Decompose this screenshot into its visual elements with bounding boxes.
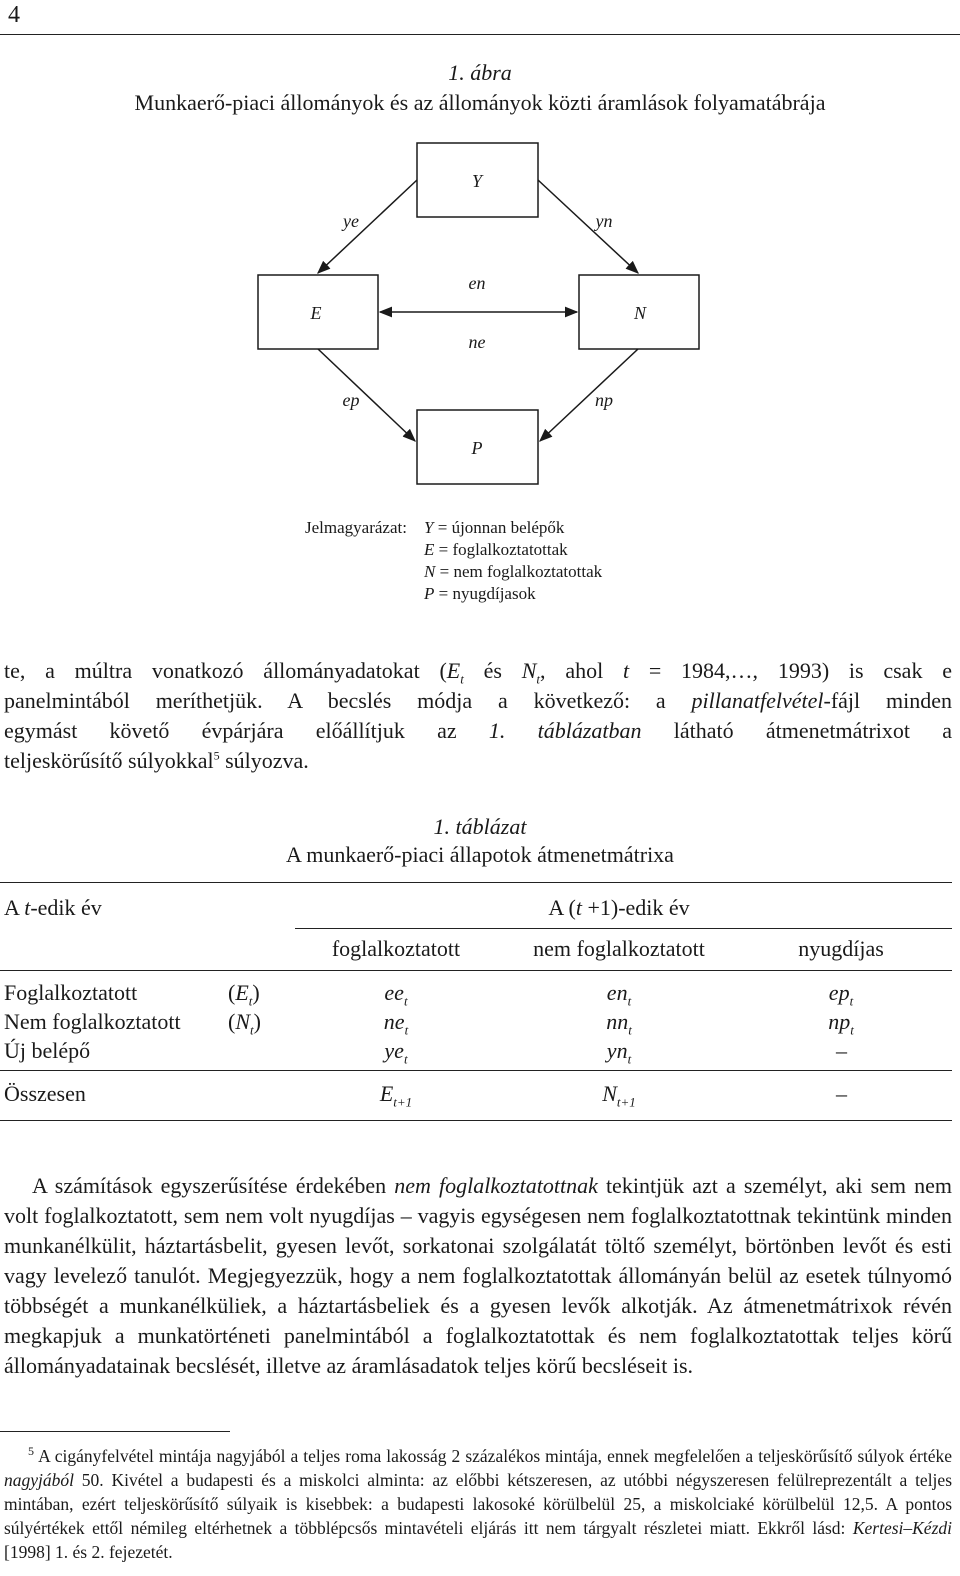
node-E-label: E [310,303,322,323]
paragraph-1-line: egymást követő évpárjára előállítjuk az 1. táblázatban látható átmenetmátrixot a [4,718,952,743]
total-cell: $N_{t+1}$ [602,1081,636,1110]
paragraph-1-line: teljeskörűsítő súlyokkal$^5$ súlyozva. [4,748,309,773]
column-group-rule [295,928,952,929]
table-cell: $en_t$ [606,980,632,1009]
table-cell: $nn_t$ [606,1009,632,1038]
figure-title: Munkaerő-piaci állományok és az állományok közti áramlások folyamatábrája [134,90,826,115]
paragraph-2: A számítások egyszerűsítése érdekében nem foglalkoztatottnak tekintjük azt a személyt, aki sem nem volt foglalkoztatott, sem nem volt nyugdíjas – vagyis egységesen nem foglalkoztatottnak tekintünk minden munkanélkülit, háztartásbelit, gyesen levőt, sorkatonai szolgálatát töltő személyt, börtönben levőt és esti vagy levelező tanulót. Megjegyezzük, hogy a nem foglalkoztatottak állományán belül az esetek túlnyomó többségét a munkanélküliek, a háztartásbeliek és a gyesen levők alkotják. Az átmenetmátrixok révén megkapjuk a munkatörténeti panelmintából a foglalkoztatottak és nem foglalkoztatottak teljes körű állományadatainak becslését, illetve az áramlásadatok teljes körű becsléseit is. [4,1173,952,1378]
row-label: Foglalkoztatott [4,980,138,1005]
flow-en-label: en [468,273,486,293]
table-total-rule [0,1070,952,1071]
legend-item: E = foglalkoztatottak [424,540,568,559]
paragraph-1-line: te, a múltra vonatkozó állományadatokat ($E_t$ és $N_t$, ahol t = 1984,…, 1993) is csak e [4,658,952,687]
table-cell: $ye_t$ [384,1038,408,1067]
footnote-ref: 5 [213,748,220,763]
flow-ne-label: ne [468,332,486,352]
paragraph-1-line: panelmintából meríthetjük. A becslés módja a következő: a pillanatfelvétel-fájl minden [4,688,952,713]
table-cell: $yn_t$ [606,1038,632,1067]
row-label: Nem foglalkoztatott [4,1009,181,1034]
row-symbol: $(E_t)$ [228,980,260,1009]
total-cell: – [836,1081,847,1106]
arrow-ye [318,180,417,273]
table-bottom-rule [0,1120,952,1121]
header-rule [0,34,960,35]
column-group-header: A (t +1)-edik év [548,895,690,920]
total-label: Összesen [4,1081,86,1106]
legend-list [424,517,602,605]
arrow-ep [318,349,415,441]
paragraph-1 [4,656,952,776]
table-number: 1. táblázat [433,814,527,839]
column-header: nyugdíjas [798,936,884,961]
table-cell: – [836,1038,847,1063]
column-header: nem foglalkoztatott [533,936,705,961]
row-label: Új belépő [4,1038,91,1063]
row-header: A t-edik év [4,895,102,920]
legend-item: Y = újonnan belépők [424,518,565,537]
table-title: A munkaerő-piaci állapotok átmenetmátrixa [286,842,674,867]
arrow-np [540,349,638,441]
node-P-label: P [471,438,483,458]
table-cell: $np_t$ [828,1009,854,1038]
flow-yn-label: yn [595,211,613,231]
footnote-rule [0,1431,230,1432]
legend-label: Jelmagyarázat: [305,518,407,537]
node-N-label: N [633,303,647,323]
node-Y-label: Y [471,171,483,191]
table-cell: $ep_t$ [828,980,854,1009]
table-header-rule [0,970,952,971]
footnote: $^5$ A cigányfelvétel mintája nagyjából a teljes roma lakosság 2 százalékos mintája, ennek megfelelően a teljeskörűsítő súlyok értéke nagyjából 50. Kivétel a budapesti és a miskolci alminta: az előbbi kétszeresen, az utóbbi négyszeresen felülreprezentált a teljes mintában, ezért teljeskörűsítő súlyaik is kisebbek: a budapesti lakosoké körülbelül 25, a miskolciaké körülbelül 12,5. A pontos súlyértékek ettől némileg eltérhetnek a többlépcsős mintavételi eljárás itt nem tárgyalt részletei miatt. Ekkről lásd: Kertesi–Kézdi [1998] 1. és 2. fejezetét. [4,1444,952,1562]
flow-ye-label: ye [343,211,359,231]
table-cell: $ne_t$ [383,1009,409,1038]
flow-np-label: np [595,390,613,410]
flow-diagram [0,130,960,500]
table-cell: $ee_t$ [384,980,408,1009]
legend-item: N = nem foglalkoztatottak [424,562,603,581]
page-number: 4 [8,2,20,28]
row-symbol: $(N_t)$ [228,1009,261,1038]
legend-item: P = nyugdíjasok [424,584,536,603]
figure-number: 1. ábra [448,60,512,85]
column-header: foglalkoztatott [331,936,461,961]
arrow-yn [538,180,638,273]
total-cell: $E_{t+1}$ [379,1081,413,1110]
table-top-rule [0,882,952,883]
flow-ep-label: ep [342,390,360,410]
